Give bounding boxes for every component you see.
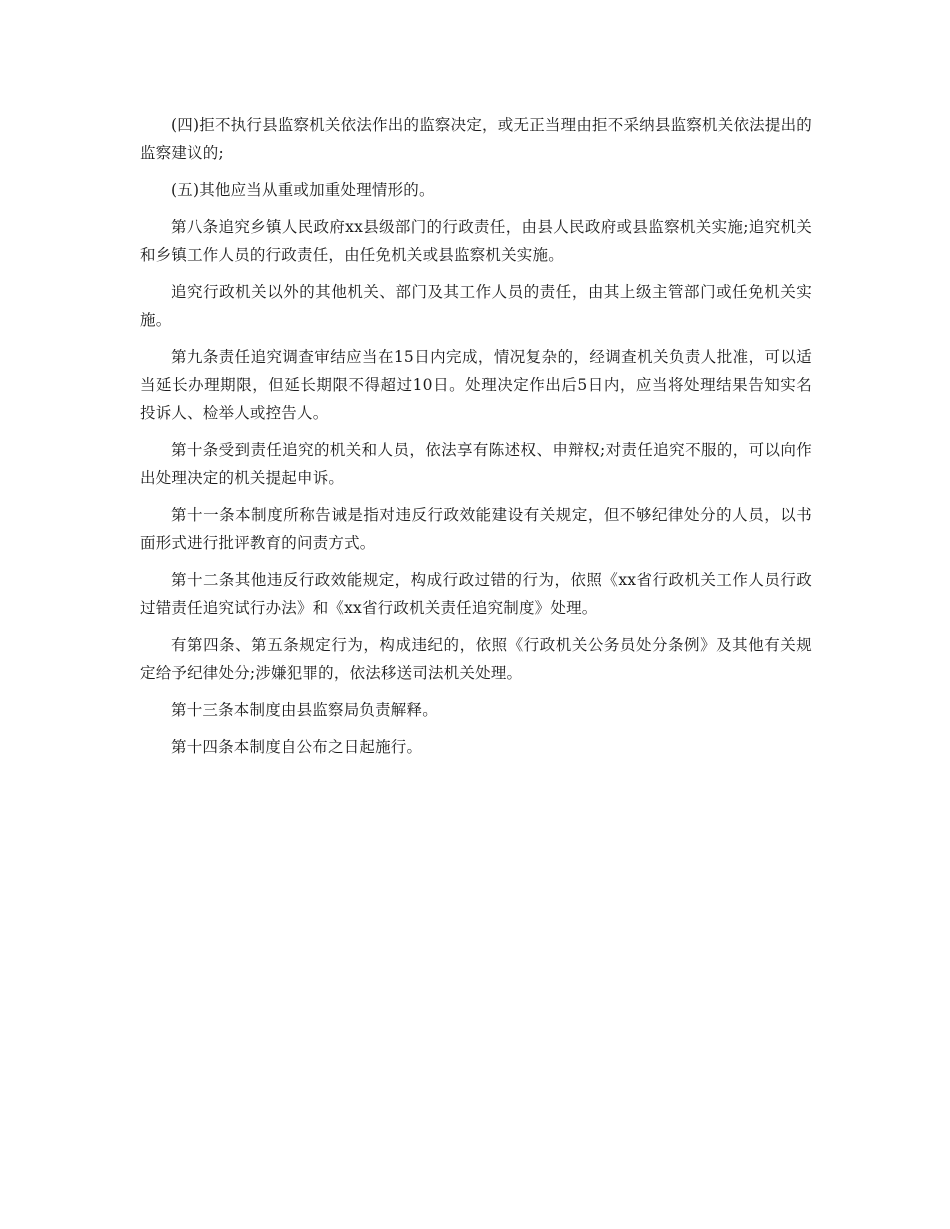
paragraph: (四)拒不执行县监察机关依法作出的监察决定，或无正当理由拒不采纳县监察机关依法提出的监察建议的; — [140, 116, 812, 162]
paragraph: 第十条受到责任追究的机关和人员，依法享有陈述权、申辩权;对责任追究不服的，可以向作出处理决定的机关提起申诉。 — [140, 441, 812, 487]
paragraph: 第十二条其他违反行政效能规定，构成行政过错的行为，依照《xx省行政机关工作人员行政过错责任追究试行办法》和《xx省行政机关责任追究制度》处理。 — [140, 571, 812, 617]
paragraph: 追究行政机关以外的其他机关、部门及其工作人员的责任，由其上级主管部门或任免机关实施。 — [140, 283, 812, 329]
paragraph: 第十一条本制度所称告诫是指对违反行政效能建设有关规定，但不够纪律处分的人员，以书面形式进行批评教育的问责方式。 — [140, 506, 812, 552]
paragraph: 第十三条本制度由县监察局负责解释。 — [171, 701, 438, 719]
paragraph: 第八条追究乡镇人民政府xx县级部门的行政责任，由县人民政府或县监察机关实施;追究机关和乡镇工作人员的行政责任，由任免机关或县监察机关实施。 — [140, 218, 812, 264]
paragraph: 第十四条本制度自公布之日起施行。 — [171, 738, 423, 756]
paragraph: (五)其他应当从重或加重处理情形的。 — [171, 181, 435, 199]
paragraph: 有第四条、第五条规定行为，构成违纪的，依照《行政机关公务员处分条例》及其他有关规定给予纪律处分;涉嫌犯罪的，依法移送司法机关处理。 — [140, 636, 812, 682]
document-body — [140, 111, 812, 770]
paragraph: 第九条责任追究调查审结应当在15日内完成，情况复杂的，经调查机关负责人批准，可以适当延长办理期限，但延长期限不得超过10日。处理决定作出后5日内，应当将处理结果告知实名投诉人、检举人或控告人。 — [140, 348, 812, 422]
